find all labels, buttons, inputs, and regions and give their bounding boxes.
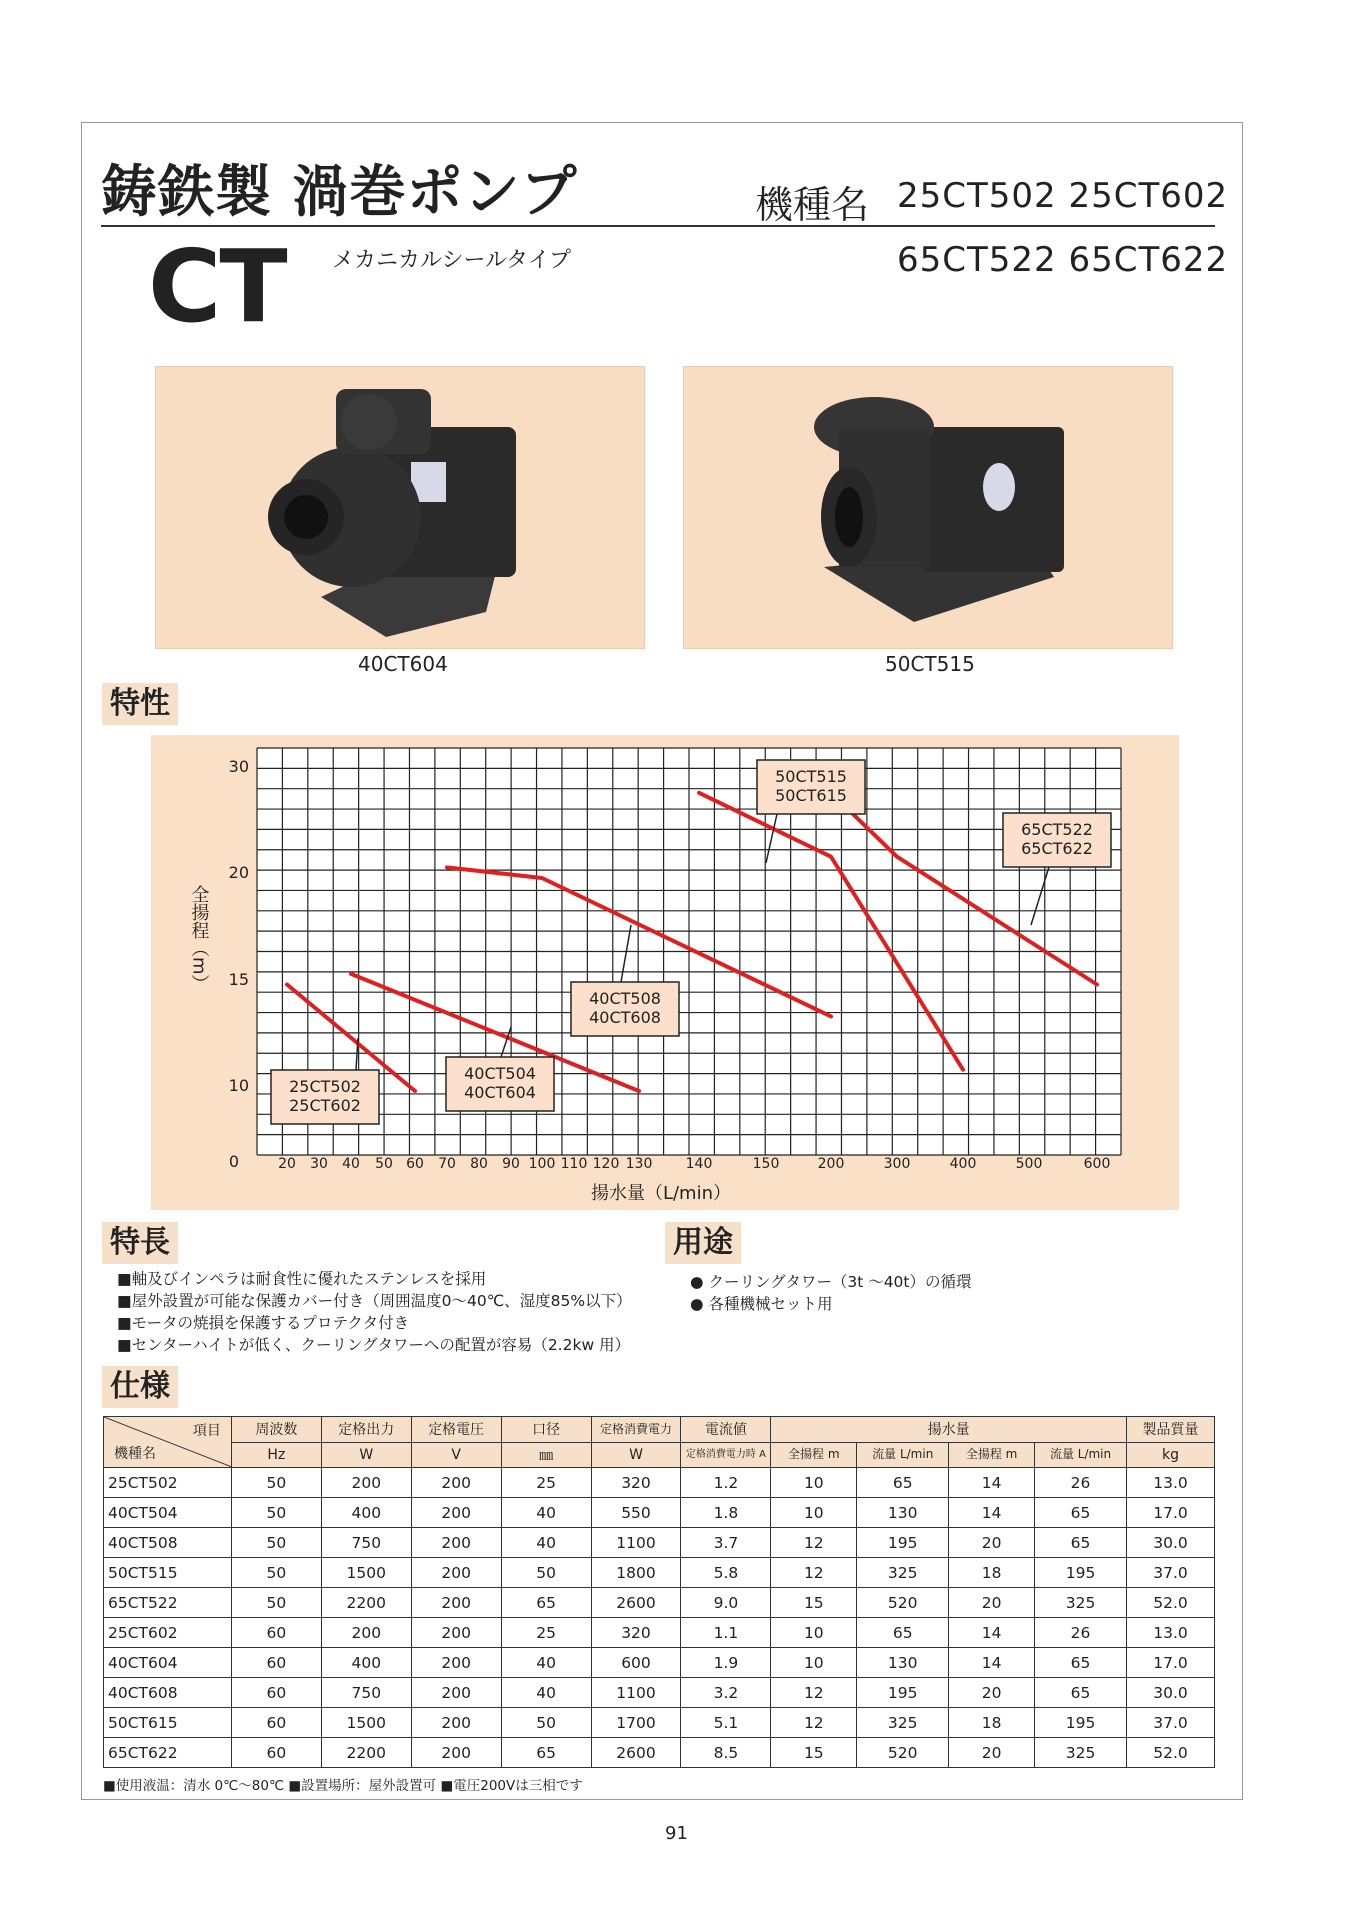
table-cell: 10 xyxy=(771,1648,857,1678)
table-row xyxy=(104,1558,1215,1588)
feature-item: ■モータの焼損を保護するプロテクタ付き xyxy=(117,1314,410,1332)
table-cell: 37.0 xyxy=(1126,1558,1214,1588)
table-cell: 200 xyxy=(411,1528,501,1558)
unit-flow-1: 流量 L/min xyxy=(857,1442,949,1468)
model-list-line2: 65CT522 65CT622 xyxy=(897,240,1229,280)
table-cell: 14 xyxy=(949,1468,1035,1498)
table-cell: 40 xyxy=(501,1678,591,1708)
header-voltage: 定格電圧 xyxy=(411,1417,501,1443)
application-list xyxy=(690,1271,972,1315)
photo-caption-1: 40CT604 xyxy=(358,652,448,676)
table-cell: 750 xyxy=(321,1528,411,1558)
application-item: ● クーリングタワー（3t ～40t）の循環 xyxy=(690,1273,972,1291)
table-cell: 1.1 xyxy=(681,1618,771,1648)
table-cell: 750 xyxy=(321,1678,411,1708)
table-cell: 200 xyxy=(411,1468,501,1498)
table-cell: 30.0 xyxy=(1126,1678,1214,1708)
table-cell: 65 xyxy=(1035,1528,1127,1558)
corner-label-item: 項目 xyxy=(192,1423,221,1439)
pump-illustration-1 xyxy=(156,367,644,648)
table-cell: 2200 xyxy=(321,1588,411,1618)
pump-illustration-2 xyxy=(684,367,1172,648)
table-row xyxy=(104,1648,1215,1678)
table-cell: 15 xyxy=(771,1738,857,1768)
table-cell: 320 xyxy=(591,1618,681,1648)
table-cell: 2600 xyxy=(591,1738,681,1768)
table-cell: 200 xyxy=(411,1588,501,1618)
table-cell: 50 xyxy=(231,1588,321,1618)
model-name-cell: 25CT502 xyxy=(104,1468,232,1498)
table-cell: 2200 xyxy=(321,1738,411,1768)
table-cell: 40 xyxy=(501,1648,591,1678)
header-current: 電流値 xyxy=(681,1417,771,1443)
section-specifications: 仕様 xyxy=(102,1366,178,1408)
table-cell: 195 xyxy=(1035,1558,1127,1588)
x-tick-label: 140 xyxy=(685,1156,713,1172)
header-weight: 製品質量 xyxy=(1126,1417,1214,1443)
table-cell: 14 xyxy=(949,1498,1035,1528)
feature-item: ■センターハイトが低く、クーリングタワーへの配置が容易（2.2kw 用） xyxy=(117,1336,631,1354)
y-axis-label: 全揚程（m） xyxy=(188,885,210,993)
table-cell: 50 xyxy=(501,1558,591,1588)
table-cell: 1700 xyxy=(591,1708,681,1738)
photo-caption-2: 50CT515 xyxy=(885,652,975,676)
model-label: 機種名 xyxy=(755,183,870,227)
x-tick-label: 150 xyxy=(752,1156,780,1172)
model-name-cell: 40CT608 xyxy=(104,1678,232,1708)
series-label: 25CT502 xyxy=(289,1077,361,1096)
table-row xyxy=(104,1468,1215,1498)
table-cell: 3.7 xyxy=(681,1528,771,1558)
series-label: 25CT602 xyxy=(289,1096,361,1115)
table-cell: 37.0 xyxy=(1126,1708,1214,1738)
pump-photo-40ct604 xyxy=(155,366,645,649)
y-tick-label: 10 xyxy=(228,1076,249,1095)
table-cell: 13.0 xyxy=(1126,1468,1214,1498)
page-title: 鋳鉄製 渦巻ポンプ xyxy=(101,160,578,225)
table-footnote: ■使用液温：清水 0℃～80℃ ■設置場所：屋外設置可 ■電圧200Vは三相です xyxy=(103,1778,583,1794)
table-cell: 1100 xyxy=(591,1528,681,1558)
table-cell: 130 xyxy=(857,1498,949,1528)
x-tick-label: 120 xyxy=(592,1156,620,1172)
series-label: 40CT608 xyxy=(589,1008,661,1027)
table-cell: 1.8 xyxy=(681,1498,771,1528)
table-cell: 1100 xyxy=(591,1678,681,1708)
table-cell: 15 xyxy=(771,1588,857,1618)
unit-head-2: 全揚程 m xyxy=(949,1442,1035,1468)
table-cell: 195 xyxy=(1035,1708,1127,1738)
x-tick-label: 60 xyxy=(406,1156,424,1172)
table-cell: 60 xyxy=(231,1678,321,1708)
series-label: 40CT504 xyxy=(464,1064,536,1083)
unit-voltage: V xyxy=(411,1442,501,1468)
table-cell: 65 xyxy=(857,1468,949,1498)
x-tick-label: 80 xyxy=(470,1156,488,1172)
model-name-cell: 50CT515 xyxy=(104,1558,232,1588)
table-row xyxy=(104,1708,1215,1738)
header-frequency: 周波数 xyxy=(231,1417,321,1443)
table-cell: 195 xyxy=(857,1678,949,1708)
table-cell: 5.1 xyxy=(681,1708,771,1738)
table-cell: 12 xyxy=(771,1558,857,1588)
table-cell: 14 xyxy=(949,1618,1035,1648)
table-cell: 9.0 xyxy=(681,1588,771,1618)
table-row xyxy=(104,1738,1215,1768)
table-cell: 3.2 xyxy=(681,1678,771,1708)
y-tick-label: 15 xyxy=(228,970,249,989)
table-cell: 10 xyxy=(771,1498,857,1528)
table-row xyxy=(104,1588,1215,1618)
table-cell: 520 xyxy=(857,1738,949,1768)
table-cell: 200 xyxy=(411,1678,501,1708)
header-flow-group: 揚水量 xyxy=(771,1417,1127,1443)
feature-item: ■軸及びインペラは耐食性に優れたステンレスを採用 xyxy=(117,1270,487,1288)
table-cell: 325 xyxy=(1035,1738,1127,1768)
unit-consumption: W xyxy=(591,1442,681,1468)
table-cell: 18 xyxy=(949,1558,1035,1588)
feature-list xyxy=(117,1268,632,1356)
page-number: 91 xyxy=(665,1823,688,1844)
y-tick-label: 20 xyxy=(228,863,249,882)
table-cell: 25 xyxy=(501,1618,591,1648)
spec-table-body xyxy=(104,1468,1215,1768)
table-cell: 60 xyxy=(231,1648,321,1678)
unit-flow-2: 流量 L/min xyxy=(1035,1442,1127,1468)
model-name-cell: 65CT522 xyxy=(104,1588,232,1618)
table-cell: 60 xyxy=(231,1708,321,1738)
model-name-cell: 40CT504 xyxy=(104,1498,232,1528)
x-tick-label: 200 xyxy=(817,1156,845,1172)
x-tick-label: 300 xyxy=(883,1156,911,1172)
table-cell: 10 xyxy=(771,1618,857,1648)
table-cell: 8.5 xyxy=(681,1738,771,1768)
table-cell: 30.0 xyxy=(1126,1528,1214,1558)
unit-current: 定格消費電力時 A xyxy=(681,1442,771,1468)
application-item: ● 各種機械セット用 xyxy=(690,1295,833,1313)
x-tick-label: 30 xyxy=(310,1156,328,1172)
table-cell: 400 xyxy=(321,1648,411,1678)
model-name-cell: 50CT615 xyxy=(104,1708,232,1738)
unit-head-1: 全揚程 m xyxy=(771,1442,857,1468)
table-cell: 320 xyxy=(591,1468,681,1498)
table-cell: 130 xyxy=(857,1648,949,1678)
model-name-cell: 40CT508 xyxy=(104,1528,232,1558)
section-features: 特長 xyxy=(102,1222,178,1264)
x-tick-label: 40 xyxy=(342,1156,360,1172)
x-tick-label: 50 xyxy=(375,1156,393,1172)
corner-label-model: 機種名 xyxy=(114,1446,156,1462)
unit-frequency: Hz xyxy=(231,1442,321,1468)
table-cell: 26 xyxy=(1035,1618,1127,1648)
x-tick-label: 100 xyxy=(528,1156,556,1172)
table-cell: 520 xyxy=(857,1588,949,1618)
table-cell: 65 xyxy=(1035,1648,1127,1678)
table-cell: 200 xyxy=(321,1468,411,1498)
table-cell: 1500 xyxy=(321,1558,411,1588)
table-cell: 20 xyxy=(949,1528,1035,1558)
series-label: 65CT522 xyxy=(1021,820,1093,839)
header-consumption: 定格消費電力 xyxy=(591,1417,681,1443)
table-cell: 20 xyxy=(949,1678,1035,1708)
table-cell: 20 xyxy=(949,1738,1035,1768)
title-divider xyxy=(101,225,1215,227)
table-cell: 1.9 xyxy=(681,1648,771,1678)
x-tick-label: 400 xyxy=(949,1156,977,1172)
header-bore: 口径 xyxy=(501,1417,591,1443)
table-cell: 200 xyxy=(411,1648,501,1678)
performance-chart xyxy=(151,735,1179,1210)
table-cell: 52.0 xyxy=(1126,1738,1214,1768)
table-cell: 50 xyxy=(231,1558,321,1588)
table-cell: 12 xyxy=(771,1528,857,1558)
table-cell: 10 xyxy=(771,1468,857,1498)
table-row xyxy=(104,1528,1215,1558)
model-name-cell: 65CT622 xyxy=(104,1738,232,1768)
unit-power: W xyxy=(321,1442,411,1468)
x-tick-label: 70 xyxy=(438,1156,456,1172)
section-applications: 用途 xyxy=(665,1222,741,1264)
unit-bore: ㎜ xyxy=(501,1442,591,1468)
table-cell: 40 xyxy=(501,1498,591,1528)
table-row xyxy=(104,1678,1215,1708)
table-cell: 50 xyxy=(231,1498,321,1528)
table-cell: 60 xyxy=(231,1618,321,1648)
series-label: 50CT615 xyxy=(775,786,847,805)
table-cell: 550 xyxy=(591,1498,681,1528)
table-cell: 65 xyxy=(1035,1678,1127,1708)
table-cell: 20 xyxy=(949,1588,1035,1618)
table-cell: 2600 xyxy=(591,1588,681,1618)
feature-item: ■屋外設置が可能な保護カバー付き（周囲温度0～40℃、湿度85%以下） xyxy=(117,1292,632,1310)
y-tick-label: 30 xyxy=(228,757,249,776)
pump-photo-50ct515 xyxy=(683,366,1173,649)
table-cell: 50 xyxy=(501,1708,591,1738)
table-cell: 50 xyxy=(231,1528,321,1558)
series-name: CT xyxy=(148,228,286,345)
table-cell: 17.0 xyxy=(1126,1648,1214,1678)
series-subtitle: メカニカルシールタイプ xyxy=(332,248,572,273)
x-tick-label: 130 xyxy=(625,1156,653,1172)
table-cell: 325 xyxy=(1035,1588,1127,1618)
table-cell: 17.0 xyxy=(1126,1498,1214,1528)
table-cell: 25 xyxy=(501,1468,591,1498)
series-label: 40CT508 xyxy=(589,989,661,1008)
model-list-line1: 25CT502 25CT602 xyxy=(897,176,1229,216)
section-characteristics: 特性 xyxy=(102,683,178,725)
series-label: 40CT604 xyxy=(464,1083,536,1102)
table-cell: 65 xyxy=(1035,1498,1127,1528)
table-cell: 26 xyxy=(1035,1468,1127,1498)
x-tick-label: 500 xyxy=(1015,1156,1043,1172)
table-cell: 400 xyxy=(321,1498,411,1528)
table-row xyxy=(104,1498,1215,1528)
table-cell: 200 xyxy=(411,1708,501,1738)
table-cell: 65 xyxy=(501,1588,591,1618)
table-cell: 600 xyxy=(591,1648,681,1678)
table-cell: 12 xyxy=(771,1708,857,1738)
table-cell: 195 xyxy=(857,1528,949,1558)
table-cell: 65 xyxy=(857,1618,949,1648)
table-corner-cell xyxy=(104,1417,232,1468)
table-cell: 325 xyxy=(857,1708,949,1738)
table-cell: 200 xyxy=(411,1558,501,1588)
table-row xyxy=(104,1618,1215,1648)
model-name-cell: 25CT602 xyxy=(104,1618,232,1648)
x-tick-label: 110 xyxy=(560,1156,588,1172)
x-axis-label: 揚水量（L/min） xyxy=(590,1183,732,1204)
x-tick-label: 600 xyxy=(1083,1156,1111,1172)
table-cell: 200 xyxy=(411,1618,501,1648)
header-power: 定格出力 xyxy=(321,1417,411,1443)
x-tick-label: 90 xyxy=(502,1156,520,1172)
table-cell: 12 xyxy=(771,1678,857,1708)
model-name-cell: 40CT604 xyxy=(104,1648,232,1678)
x-tick-label: 20 xyxy=(278,1156,296,1172)
y-tick-label: 0 xyxy=(228,1152,239,1171)
table-cell: 65 xyxy=(501,1738,591,1768)
table-cell: 40 xyxy=(501,1528,591,1558)
unit-weight: kg xyxy=(1126,1442,1214,1468)
table-cell: 18 xyxy=(949,1708,1035,1738)
table-cell: 200 xyxy=(411,1738,501,1768)
table-cell: 50 xyxy=(231,1468,321,1498)
table-cell: 14 xyxy=(949,1648,1035,1678)
table-cell: 60 xyxy=(231,1738,321,1768)
table-cell: 1.2 xyxy=(681,1468,771,1498)
table-cell: 1500 xyxy=(321,1708,411,1738)
spec-table xyxy=(103,1416,1215,1768)
table-cell: 1800 xyxy=(591,1558,681,1588)
table-cell: 325 xyxy=(857,1558,949,1588)
table-cell: 13.0 xyxy=(1126,1618,1214,1648)
series-label: 50CT515 xyxy=(775,767,847,786)
table-cell: 200 xyxy=(321,1618,411,1648)
table-cell: 200 xyxy=(411,1498,501,1528)
series-label: 65CT622 xyxy=(1021,839,1093,858)
table-cell: 52.0 xyxy=(1126,1588,1214,1618)
table-cell: 5.8 xyxy=(681,1558,771,1588)
